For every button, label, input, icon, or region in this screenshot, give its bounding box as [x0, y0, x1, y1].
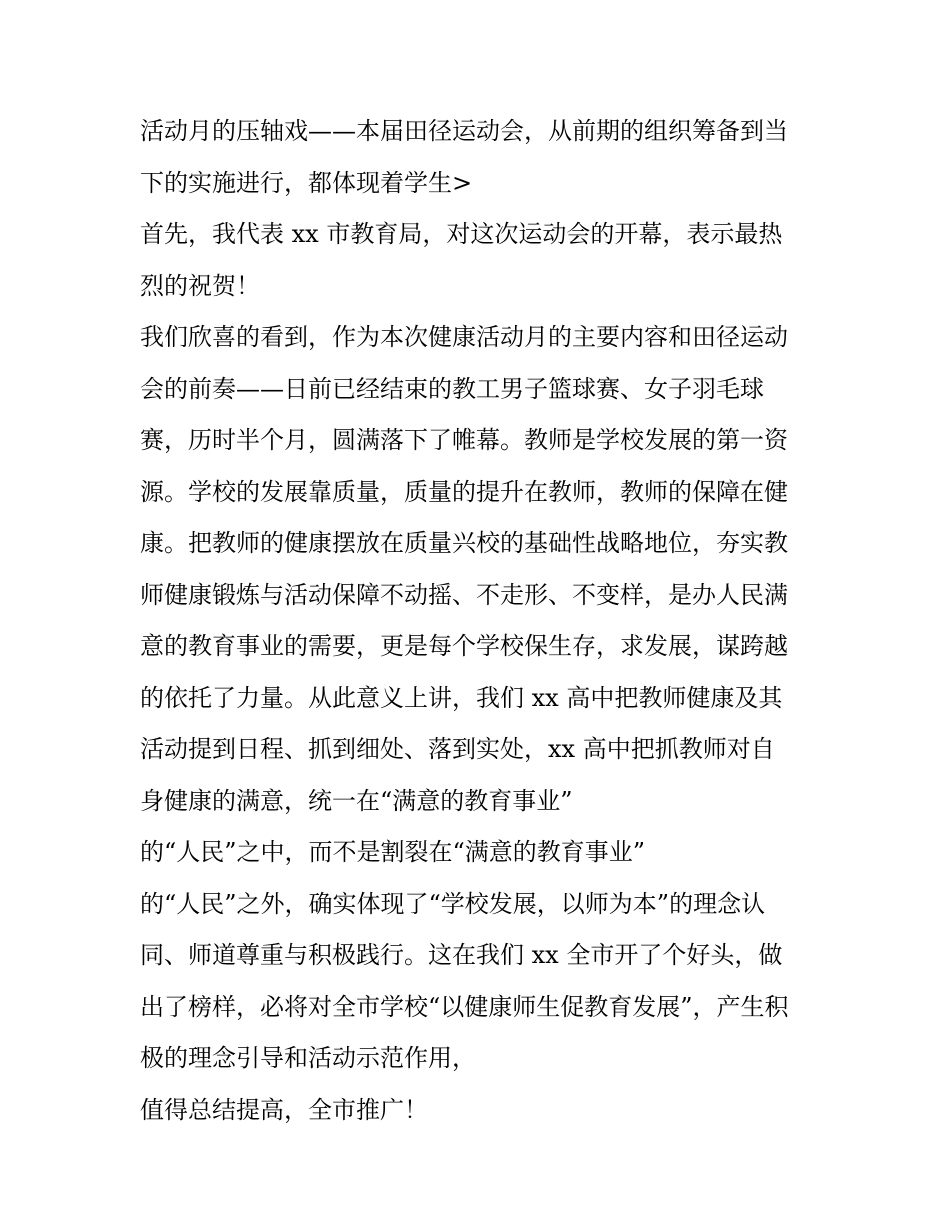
text-line: 意的教育事业的需要，更是每个学校保生存，求发展，谋跨越: [140, 632, 788, 660]
text-line: 出了榜样，必将对全市学校“以健康师生促教育发展”，产生积: [140, 992, 789, 1021]
document-body: [140, 106, 820, 1136]
text-line: 首先，我代表 xx 市教育局，对这次运动会的开幕，表示最热: [140, 220, 783, 248]
text-line: 身健康的满意，统一在“满意的教育事业”: [140, 786, 573, 815]
text-line: 活动提到日程、抓到细处、落到实处，xx 高中把抓教师对自: [140, 735, 775, 763]
text-line: 值得总结提高，全市推广！: [140, 1095, 428, 1124]
text-line: 烈的祝贺！: [140, 271, 260, 300]
text-line: 同、师道尊重与积极践行。这在我们 xx 全市开了个好头，做: [140, 941, 783, 969]
text-line: 源。学校的发展靠质量，质量的提升在教师，教师的保障在健: [140, 477, 788, 506]
text-line: 极的理念引导和活动示范作用，: [140, 1044, 476, 1072]
text-line: 下的实施进行，都体现着学生>: [140, 168, 473, 197]
text-line: 的依托了力量。从此意义上讲，我们 xx 高中把教师健康及其: [140, 683, 783, 712]
text-line: 活动月的压轴戏——本届田径运动会，从前期的组织筹备到当: [140, 117, 788, 145]
text-line: 会的前奏——日前已经结束的教工男子篮球赛、女子羽毛球: [140, 374, 764, 403]
text-line: 师健康锻炼与活动保障不动摇、不走形、不变样，是办人民满: [140, 580, 788, 609]
text-line: 的“人民”之中，而不是割裂在“满意的教育事业”: [140, 838, 646, 866]
text-line: 赛，历时半个月，圆满落下了帷幕。教师是学校发展的第一资: [140, 426, 788, 454]
text-line: 康。把教师的健康摆放在质量兴校的基础性战略地位，夯实教: [140, 529, 788, 557]
text-line: 的“人民”之外，确实体现了“学校发展，以师为本”的理念认: [140, 889, 766, 918]
text-line: 我们欣喜的看到，作为本次健康活动月的主要内容和田径运动: [140, 323, 788, 351]
